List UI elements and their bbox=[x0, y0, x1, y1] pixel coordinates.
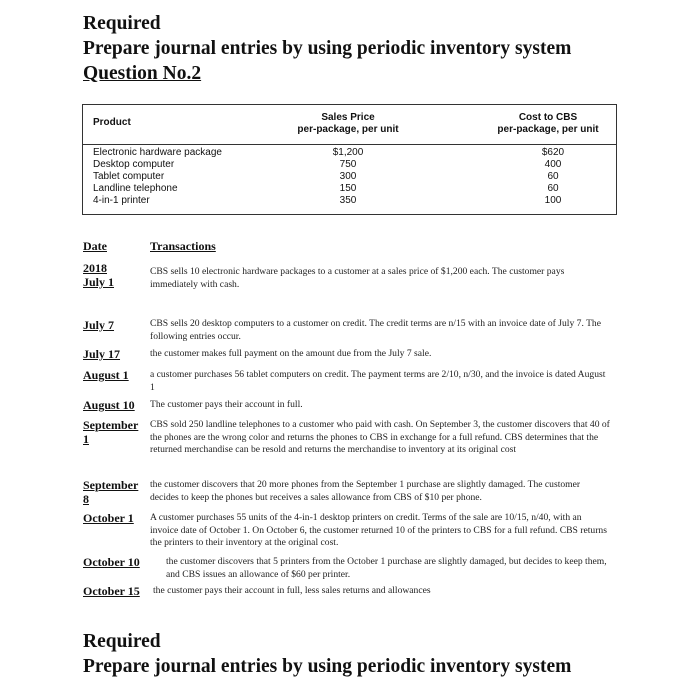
cost-header-line1: Cost to CBS bbox=[518, 112, 578, 123]
cost-header-line2: per-package, per unit bbox=[497, 124, 599, 135]
product-column bbox=[93, 147, 263, 207]
transaction-text: The customer pays their account in full. bbox=[150, 399, 303, 410]
table-cell-product: Landline telephone bbox=[93, 183, 178, 194]
transaction-text: A customer purchases 55 units of the 4-in-1 desktop printers on credit. Terms of the sale are 10/15, n/40, with an invoice date of October 1. On October 6, the customer returned 10 of the printers to CBS for a full refund. CBS returns the printers to their inventory at the original cost. bbox=[150, 512, 607, 549]
table-cell-price: 750 bbox=[339, 159, 357, 170]
table-cell-product: Tablet computer bbox=[93, 171, 165, 182]
price-column bbox=[323, 147, 373, 207]
sales-price-header bbox=[273, 112, 423, 136]
transaction-date: July 17 bbox=[83, 347, 121, 361]
table-cell-cost: 100 bbox=[544, 195, 562, 206]
transaction-text: a customer purchases 56 tablet computers on credit. The payment terms are 2/10, n/30, and the invoice is dated August 1 bbox=[150, 369, 606, 393]
bottom-required-heading: Required bbox=[83, 631, 161, 652]
table-cell-price: 300 bbox=[339, 171, 357, 182]
table-cell-product: Desktop computer bbox=[93, 159, 175, 170]
table-cell-cost: 400 bbox=[544, 159, 562, 170]
product-table bbox=[82, 104, 617, 215]
transaction-text: CBS sells 20 desktop computers to a customer on credit. The credit terms are n/15 with an invoice date of July 7. The following entries occur. bbox=[150, 318, 601, 342]
transaction-text: the customer discovers that 5 printers from the October 1 purchase are slightly damaged, but decides to keep them, and CBS issues an allowance of $60 per printer. bbox=[166, 556, 607, 580]
transaction-date: 2018 bbox=[83, 261, 107, 275]
cost-header bbox=[478, 112, 618, 136]
table-cell-price: 350 bbox=[339, 195, 357, 206]
transaction-date-line2: 8 bbox=[83, 492, 89, 506]
required-heading: Required bbox=[83, 13, 161, 34]
table-cell-cost: 60 bbox=[547, 171, 559, 182]
transaction-date: August 10 bbox=[83, 398, 135, 412]
table-cell-cost: $620 bbox=[541, 147, 565, 158]
table-cell-price: 150 bbox=[339, 183, 357, 194]
transaction-date: October 15 bbox=[83, 584, 140, 598]
transaction-date: July 7 bbox=[83, 318, 115, 332]
transaction-date: September bbox=[83, 418, 139, 432]
product-header: Product bbox=[93, 117, 131, 128]
bottom-instruction-heading: Prepare journal entries by using periodic inventory system bbox=[83, 656, 572, 677]
cost-column bbox=[528, 147, 578, 207]
table-cell-cost: 60 bbox=[547, 183, 559, 194]
question-heading: Question No.2 bbox=[83, 63, 202, 84]
date-column-header: Date bbox=[83, 239, 107, 253]
instruction-heading: Prepare journal entries by using periodic inventory system bbox=[83, 38, 572, 59]
sales-price-header-line2: per-package, per unit bbox=[297, 124, 399, 135]
table-header-divider bbox=[83, 144, 616, 145]
table-cell-product: 4-in-1 printer bbox=[93, 195, 150, 206]
transaction-date-line2: July 1 bbox=[83, 275, 115, 289]
transaction-text: the customer pays their account in full, less sales returns and allowances bbox=[153, 585, 431, 596]
table-cell-price: $1,200 bbox=[332, 147, 364, 158]
transaction-date: September bbox=[83, 478, 139, 492]
transaction-text: CBS sold 250 landline telephones to a customer who paid with cash. On September 3, the customer discovers that 40 of the phones are the wrong color and returns the phones to CBS in exchange for a full refund. CBS determines that the returned merchandise can be resold and returns the merchandise to inventory at its original cost bbox=[150, 419, 610, 456]
transaction-date: August 1 bbox=[83, 368, 129, 382]
transactions-column-header: Transactions bbox=[150, 239, 216, 253]
transaction-date: October 1 bbox=[83, 511, 134, 525]
table-cell-product: Electronic hardware package bbox=[93, 147, 222, 158]
transaction-text: the customer discovers that 20 more phones from the September 1 purchase are slightly damaged. The customer decides to keep the phones but receives a sales allowance from CBS of $10 per phone. bbox=[150, 479, 581, 503]
sales-price-header-line1: Sales Price bbox=[321, 112, 375, 123]
transaction-text: the customer makes full payment on the amount due from the July 7 sale. bbox=[150, 348, 432, 359]
transaction-date-line2: 1 bbox=[83, 432, 89, 446]
transaction-text: CBS sells 10 electronic hardware packages to a customer at a sales price of $1,200 each. The customer pays immediately with cash. bbox=[150, 266, 565, 290]
transaction-date: October 10 bbox=[83, 555, 140, 569]
